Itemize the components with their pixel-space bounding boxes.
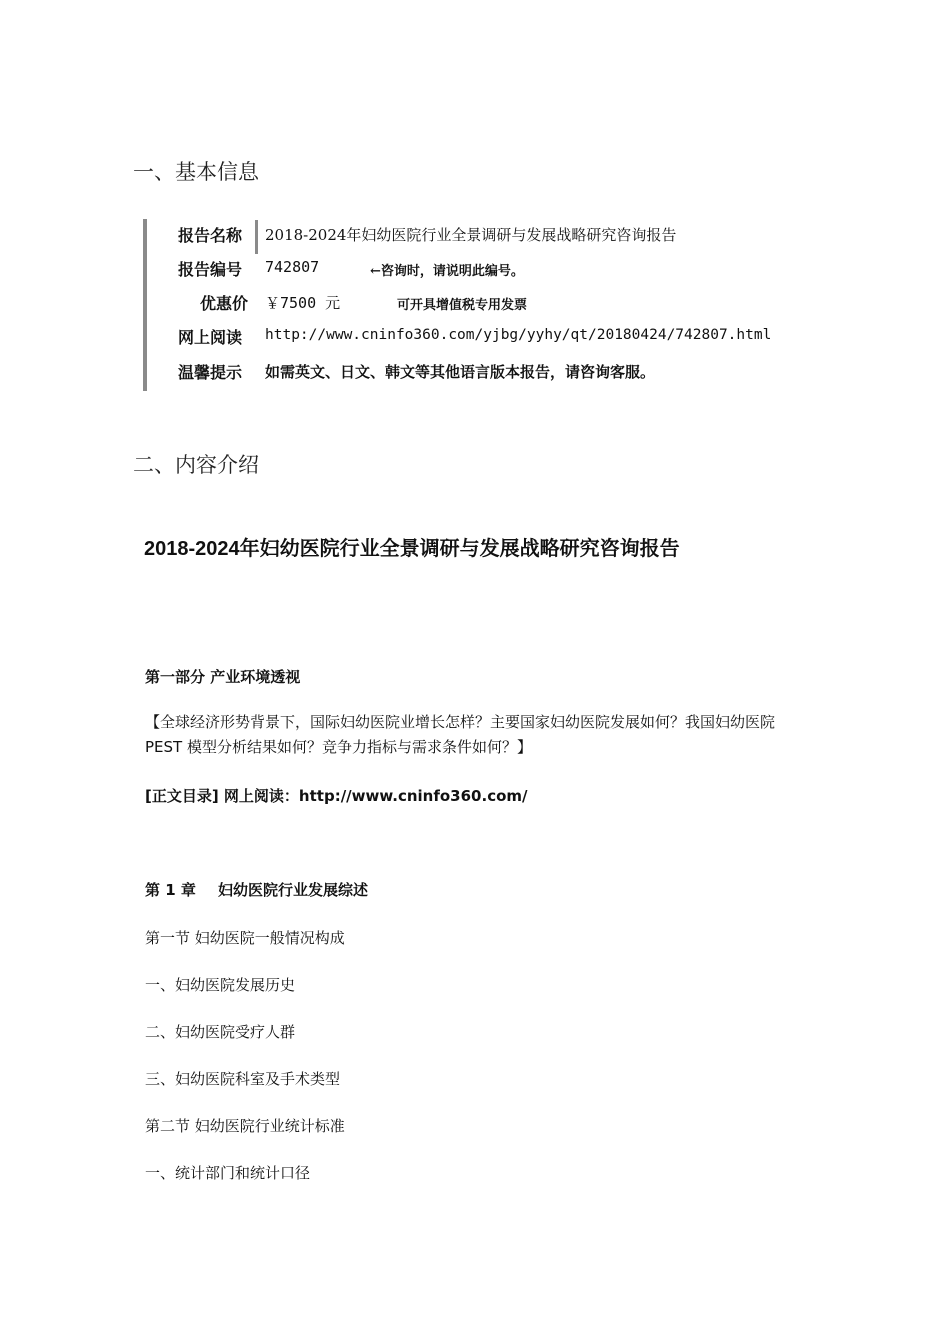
info-left-bar	[143, 219, 147, 391]
section-heading-content-intro: 二、内容介绍	[133, 453, 259, 477]
info-value-online-url[interactable]: http://www.cninfo360.com/yjbg/yyhy/qt/20180424/742807.html	[265, 327, 772, 343]
toc-item: 三、妇幼医院科室及手术类型	[145, 1070, 341, 1088]
toc-item: 第一节 妇幼医院一般情况构成	[145, 929, 345, 947]
info-label-report-name: 报告名称	[178, 226, 243, 245]
info-value-report-name: 2018-2024年妇幼医院行业全景调研与发展战略研究咨询报告	[265, 226, 677, 244]
toc-online-link[interactable]: [正文目录] 网上阅读：http://www.cninfo360.com/	[145, 787, 528, 805]
info-name-divider	[255, 220, 258, 254]
info-note-price: 可开具增值税专用发票	[397, 298, 528, 313]
info-label-price: 优惠价	[199, 294, 248, 313]
section-heading-basic-info: 一、基本信息	[133, 160, 259, 184]
info-note-report-id: ←咨询时，请说明此编号。	[370, 264, 524, 279]
chapter-title: 妇幼医院行业发展综述	[218, 881, 369, 899]
report-title: 2018-2024年妇幼医院行业全景调研与发展战略研究咨询报告	[144, 538, 680, 560]
info-label-tip: 温馨提示	[178, 363, 243, 382]
part-intro: 【全球经济形势背景下，国际妇幼医院业增长怎样？主要国家妇幼医院发展如何？我国妇幼医院 PEST 模型分析结果如何？竞争力指标与需求条件如何？】	[145, 713, 776, 756]
chapter-number: 第 1 章	[145, 881, 196, 899]
toc-item: 第二节 妇幼医院行业统计标准	[145, 1117, 345, 1135]
toc-item: 一、统计部门和统计口径	[145, 1164, 311, 1182]
info-value-report-id: 742807	[265, 258, 320, 276]
toc-item: 二、妇幼医院受疗人群	[145, 1023, 296, 1041]
info-value-price: ￥7500 元	[265, 294, 341, 312]
info-label-report-id: 报告编号	[178, 260, 243, 279]
part-title: 第一部分 产业环境透视	[145, 668, 301, 686]
info-label-online-read: 网上阅读	[178, 328, 243, 347]
info-value-tip: 如需英文、日文、韩文等其他语言版本报告，请咨询客服。	[265, 363, 656, 381]
toc-item: 一、妇幼医院发展历史	[145, 976, 296, 994]
